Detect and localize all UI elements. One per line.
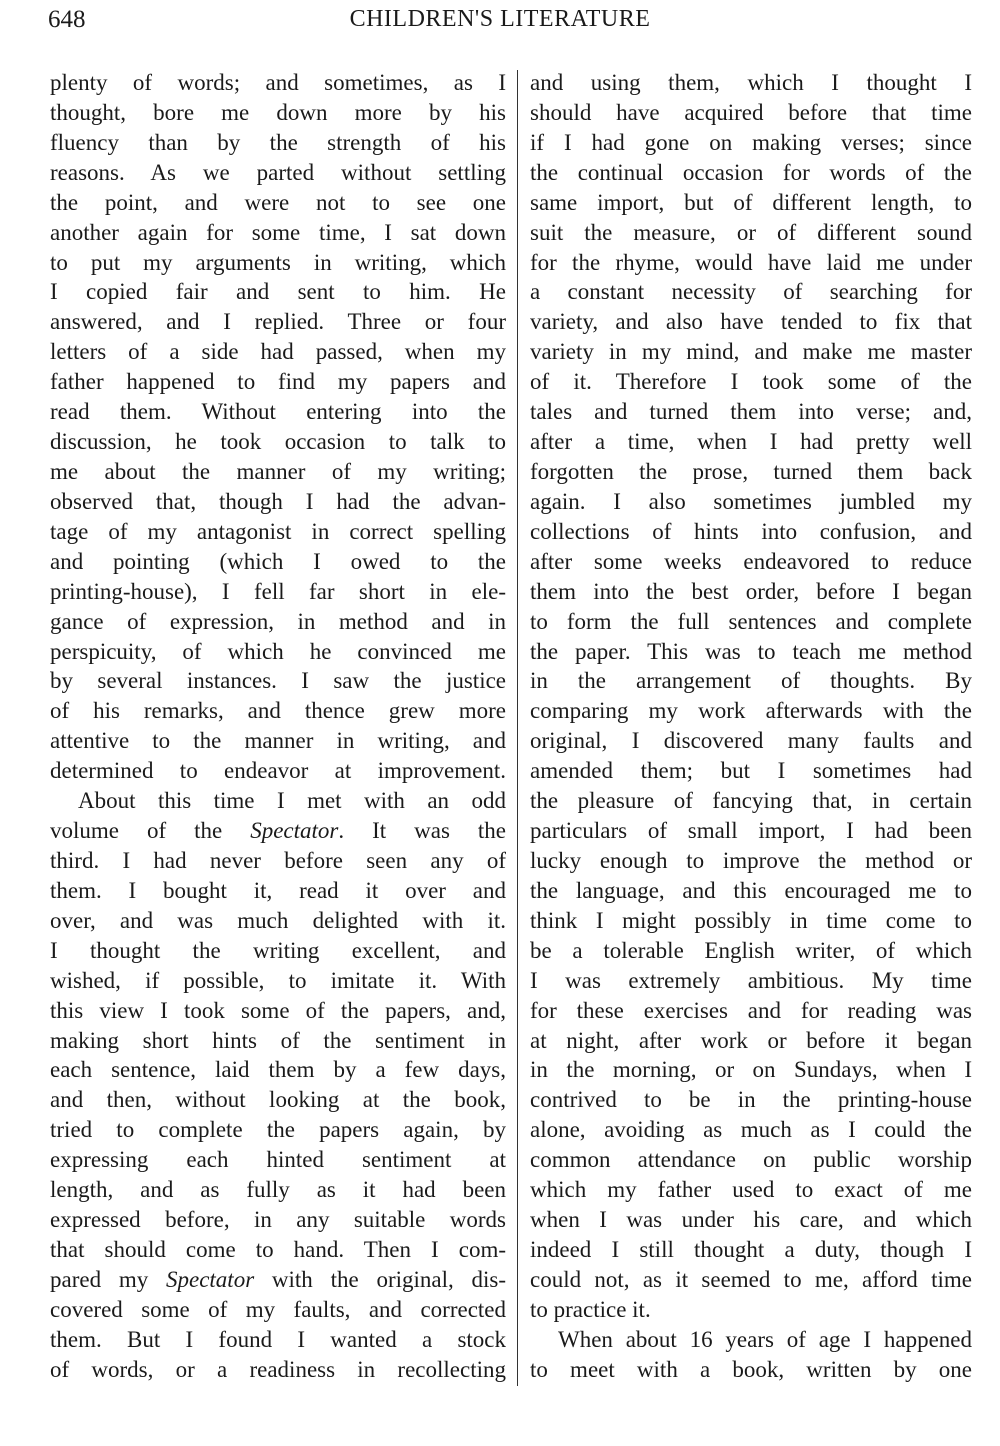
line-text: them. But I found I wanted a stock bbox=[50, 1326, 506, 1352]
italic-title: Spectator bbox=[250, 818, 339, 844]
line-text: again. I also sometimes jumbled my bbox=[530, 488, 972, 514]
text-line bbox=[50, 756, 506, 786]
text-line bbox=[50, 637, 506, 667]
text-line bbox=[530, 128, 972, 158]
line-text: suit the measure, or of different sound bbox=[530, 219, 972, 245]
line-text: the pleasure of fancying that, in certain bbox=[530, 788, 972, 814]
line-text: them into the best order, before I began bbox=[530, 578, 972, 604]
text-line bbox=[50, 487, 506, 517]
line-text: of words, or a readiness in recollecting bbox=[50, 1356, 506, 1382]
line-text: answered, and I replied. Three or four bbox=[50, 309, 506, 335]
line-text: discussion, he took occasion to talk to bbox=[50, 429, 506, 455]
text-line bbox=[50, 397, 506, 427]
text-line bbox=[50, 1355, 506, 1385]
line-text: to meet with a book, written by one bbox=[530, 1356, 972, 1382]
text-line bbox=[50, 936, 506, 966]
text-line bbox=[530, 637, 972, 667]
running-title: CHILDREN'S LITERATURE bbox=[349, 6, 651, 32]
line-text: another again for some time, I sat down bbox=[50, 219, 506, 245]
line-text: fluency than by the strength of his bbox=[50, 129, 506, 155]
line-text: which my father used to exact of me bbox=[530, 1177, 972, 1203]
line-text: original, I discovered many faults and bbox=[530, 728, 972, 754]
line-text: pared my bbox=[50, 1266, 166, 1292]
text-line bbox=[50, 248, 506, 278]
text-line bbox=[530, 487, 972, 517]
text-line bbox=[530, 457, 972, 487]
line-text: by several instances. I saw the justice bbox=[50, 668, 506, 694]
text-line bbox=[50, 1145, 506, 1175]
text-line bbox=[530, 1325, 972, 1355]
line-text: in the arrangement of thoughts. By bbox=[530, 668, 972, 694]
line-text: indeed I still thought a duty, though I bbox=[530, 1236, 972, 1262]
column-divider bbox=[517, 70, 518, 1386]
text-line bbox=[530, 936, 972, 966]
line-text: same import, but of different length, to bbox=[530, 189, 972, 215]
text-line bbox=[530, 876, 972, 906]
line-text: me about the manner of my writing; bbox=[50, 458, 506, 484]
text-line bbox=[530, 367, 972, 397]
text-line bbox=[50, 876, 506, 906]
line-text: for the rhyme, would have laid me under bbox=[530, 249, 972, 275]
line-text: lucky enough to improve the method or bbox=[530, 847, 972, 873]
text-line bbox=[530, 966, 972, 996]
line-text: alone, avoiding as much as I could the bbox=[530, 1117, 972, 1143]
text-line bbox=[50, 517, 506, 547]
text-line bbox=[530, 1205, 972, 1235]
text-line bbox=[50, 277, 506, 307]
line-text: tales and turned them into verse; and, bbox=[530, 399, 972, 425]
text-line bbox=[530, 68, 972, 98]
text-line bbox=[50, 696, 506, 726]
line-text: the continual occasion for words of the bbox=[530, 159, 972, 185]
text-line bbox=[50, 906, 506, 936]
line-text: expressing each hinted sentiment at bbox=[50, 1147, 506, 1173]
line-text: tage of my antagonist in correct spelling bbox=[50, 518, 506, 544]
line-text: at night, after work or before it began bbox=[530, 1027, 972, 1053]
text-line bbox=[530, 607, 972, 637]
text-line bbox=[50, 786, 506, 816]
line-text: . It was the bbox=[338, 818, 506, 844]
text-line bbox=[50, 577, 506, 607]
line-text: a constant necessity of searching for bbox=[530, 279, 972, 305]
text-line bbox=[530, 996, 972, 1026]
line-text: that should come to hand. Then I com- bbox=[50, 1236, 506, 1262]
text-line bbox=[530, 218, 972, 248]
text-line bbox=[50, 1175, 506, 1205]
text-line bbox=[530, 577, 972, 607]
line-text: with the original, dis- bbox=[254, 1266, 506, 1292]
line-text: volume of the bbox=[50, 818, 251, 844]
text-line bbox=[50, 367, 506, 397]
line-text: wished, if possible, to imitate it. With bbox=[50, 967, 506, 993]
line-text: should have acquired before that time bbox=[530, 99, 972, 125]
line-text: could not, as it seemed to me, afford time bbox=[530, 1266, 972, 1292]
line-text: perspicuity, of which he convinced me bbox=[50, 638, 506, 664]
text-line bbox=[50, 666, 506, 696]
text-line bbox=[50, 1085, 506, 1115]
line-text: particulars of small import, I had been bbox=[530, 818, 972, 844]
line-text: plenty of words; and sometimes, as I bbox=[50, 70, 506, 95]
line-text: covered some of my faults, and corrected bbox=[50, 1296, 506, 1322]
text-line bbox=[50, 726, 506, 756]
text-line bbox=[530, 337, 972, 367]
line-text: read them. Without entering into the bbox=[50, 399, 506, 425]
line-text: in the morning, or on Sundays, when I bbox=[530, 1057, 972, 1083]
text-line bbox=[50, 1026, 506, 1056]
text-line bbox=[530, 1115, 972, 1145]
text-line bbox=[50, 547, 506, 577]
line-text: to put my arguments in writing, which bbox=[50, 249, 506, 275]
text-line bbox=[530, 786, 972, 816]
text-line bbox=[50, 1115, 506, 1145]
line-text: amended them; but I sometimes had bbox=[530, 758, 972, 784]
line-text: gance of expression, in method and in bbox=[50, 608, 506, 634]
line-text: observed that, though I had the advan- bbox=[50, 488, 506, 514]
line-text: father happened to find my papers and bbox=[50, 369, 506, 395]
line-text: be a tolerable English writer, of which bbox=[530, 937, 972, 963]
line-text: making short hints of the sentiment in bbox=[50, 1027, 506, 1053]
text-line bbox=[530, 427, 972, 457]
line-text: attentive to the manner in writing, and bbox=[50, 728, 506, 754]
line-text: variety in my mind, and make me master bbox=[530, 339, 972, 365]
line-text: of his remarks, and thence grew more bbox=[50, 698, 506, 724]
line-text: common attendance on public worship bbox=[530, 1147, 972, 1173]
text-line bbox=[50, 816, 506, 846]
line-text: length, and as fully as it had been bbox=[50, 1177, 506, 1203]
text-line bbox=[530, 726, 972, 756]
line-text: When about 16 years of age I happened bbox=[558, 1326, 972, 1352]
text-line bbox=[50, 1295, 506, 1325]
text-line bbox=[530, 98, 972, 128]
text-line bbox=[50, 966, 506, 996]
text-line bbox=[530, 846, 972, 876]
text-line bbox=[530, 1355, 972, 1385]
text-line bbox=[530, 397, 972, 427]
line-text: after some weeks endeavored to reduce bbox=[530, 548, 972, 574]
line-text: when I was under his care, and which bbox=[530, 1207, 972, 1233]
text-line bbox=[50, 158, 506, 188]
text-line bbox=[50, 846, 506, 876]
text-line bbox=[50, 128, 506, 158]
text-line bbox=[530, 517, 972, 547]
text-line bbox=[530, 1175, 972, 1205]
text-line bbox=[50, 188, 506, 218]
line-text: third. I had never before seen any of bbox=[50, 847, 506, 873]
text-line bbox=[530, 696, 972, 726]
text-line bbox=[50, 1205, 506, 1235]
line-text: thought, bore me down more by his bbox=[50, 99, 506, 125]
line-text: contrived to be in the printing-house bbox=[530, 1087, 972, 1113]
line-text: tried to complete the papers again, by bbox=[50, 1117, 506, 1143]
text-line bbox=[530, 188, 972, 218]
left-text-column bbox=[50, 68, 506, 1385]
text-line bbox=[530, 906, 972, 936]
line-text: and then, without looking at the book, bbox=[50, 1087, 506, 1113]
text-line bbox=[50, 427, 506, 457]
italic-title: Spectator bbox=[166, 1266, 255, 1292]
text-line bbox=[50, 457, 506, 487]
text-line bbox=[530, 1085, 972, 1115]
line-text: reasons. As we parted without settling bbox=[50, 159, 506, 185]
text-line bbox=[50, 98, 506, 128]
line-text: them. I bought it, read it over and bbox=[50, 877, 506, 903]
line-text: determined to endeavor at improvement. bbox=[50, 758, 506, 784]
text-line bbox=[530, 277, 972, 307]
line-text: over, and was much delighted with it. bbox=[50, 907, 506, 933]
line-text: for these exercises and for reading was bbox=[530, 997, 972, 1023]
text-line bbox=[50, 68, 506, 98]
line-text: comparing my work afterwards with the bbox=[530, 698, 972, 724]
text-line bbox=[530, 1026, 972, 1056]
line-text: and pointing (which I owed to the bbox=[50, 548, 506, 574]
text-line bbox=[50, 218, 506, 248]
page-number: 648 bbox=[48, 6, 86, 33]
text-line bbox=[530, 307, 972, 337]
text-line bbox=[50, 607, 506, 637]
text-line bbox=[50, 996, 506, 1026]
text-line bbox=[50, 1265, 506, 1295]
text-line bbox=[530, 1235, 972, 1265]
text-line bbox=[50, 1055, 506, 1085]
text-line bbox=[530, 816, 972, 846]
line-text: About this time I met with an odd bbox=[78, 788, 506, 814]
line-text: I thought the writing excellent, and bbox=[50, 937, 506, 963]
line-text: this view I took some of the papers, and, bbox=[50, 997, 506, 1023]
text-line bbox=[530, 1265, 972, 1295]
text-line bbox=[530, 1145, 972, 1175]
text-line bbox=[530, 1295, 972, 1325]
text-line bbox=[50, 337, 506, 367]
text-line bbox=[530, 158, 972, 188]
line-text: expressed before, in any suitable words bbox=[50, 1207, 506, 1233]
text-line bbox=[530, 547, 972, 577]
line-text: if I had gone on making verses; since bbox=[530, 129, 972, 155]
line-text: collections of hints into confusion, and bbox=[530, 518, 972, 544]
text-line bbox=[530, 666, 972, 696]
line-text: to practice it. bbox=[530, 1296, 651, 1322]
text-line bbox=[50, 1325, 506, 1355]
text-line bbox=[50, 1235, 506, 1265]
line-text: think I might possibly in time come to bbox=[530, 907, 972, 933]
right-text-column bbox=[530, 68, 972, 1385]
line-text: letters of a side had passed, when my bbox=[50, 339, 506, 365]
line-text: and using them, which I thought I bbox=[530, 70, 972, 95]
text-line bbox=[530, 248, 972, 278]
line-text: the paper. This was to teach me method bbox=[530, 638, 972, 664]
line-text: the language, and this encouraged me to bbox=[530, 877, 972, 903]
line-text: each sentence, laid them by a few days, bbox=[50, 1057, 506, 1083]
line-text: the point, and were not to see one bbox=[50, 189, 506, 215]
line-text: forgotten the prose, turned them back bbox=[530, 458, 972, 484]
line-text: after a time, when I had pretty well bbox=[530, 429, 972, 455]
text-line bbox=[530, 756, 972, 786]
line-text: printing-house), I fell far short in ele- bbox=[50, 578, 506, 604]
line-text: to form the full sentences and complete bbox=[530, 608, 972, 634]
line-text: I copied fair and sent to him. He bbox=[50, 279, 506, 305]
text-line bbox=[50, 307, 506, 337]
line-text: variety, and also have tended to fix that bbox=[530, 309, 972, 335]
text-line bbox=[530, 1055, 972, 1085]
line-text: I was extremely ambitious. My time bbox=[530, 967, 972, 993]
line-text: of it. Therefore I took some of the bbox=[530, 369, 972, 395]
